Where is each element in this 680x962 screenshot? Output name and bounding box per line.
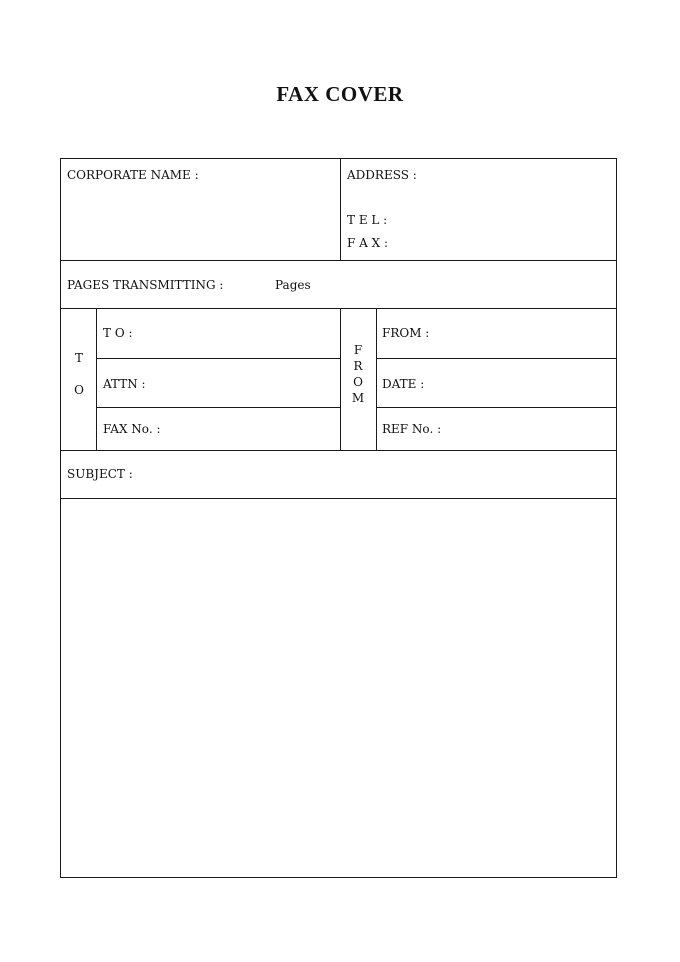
address-label: ADDRESS : xyxy=(347,168,417,182)
date-label: DATE : xyxy=(382,377,425,391)
divider-to-side xyxy=(96,308,97,450)
to-side-letter: O xyxy=(74,383,84,397)
to-side-letter: T xyxy=(74,351,83,365)
divider-row1 xyxy=(61,260,616,261)
divider-corporate-address xyxy=(340,159,341,260)
divider-row3 xyxy=(61,450,616,451)
divider-from-date xyxy=(376,358,616,359)
divider-to-attn xyxy=(96,358,340,359)
ref-no-label: REF No. : xyxy=(382,422,442,436)
attn-label: ATTN : xyxy=(103,377,146,391)
pages-transmitting-label: PAGES TRANSMITTING : xyxy=(67,278,224,292)
from-side-letter: M xyxy=(351,391,365,405)
corporate-name-label: CORPORATE NAME : xyxy=(67,168,199,182)
tel-label: T E L : xyxy=(347,213,388,227)
divider-to-from xyxy=(340,308,341,450)
divider-attn-fax xyxy=(96,407,340,408)
divider-from-side xyxy=(376,308,377,450)
to-label: T O : xyxy=(103,326,133,340)
divider-row2 xyxy=(61,308,616,309)
message-body-area[interactable] xyxy=(61,499,616,877)
fax-cover-form xyxy=(60,158,617,878)
from-side-letter: F xyxy=(353,343,363,357)
page-title: FAX COVER xyxy=(276,82,404,106)
from-label: FROM : xyxy=(382,326,430,340)
from-side-label xyxy=(348,342,368,406)
divider-date-ref xyxy=(376,407,616,408)
pages-unit: Pages xyxy=(275,278,311,292)
fax-label: F A X : xyxy=(347,236,389,250)
to-side-label xyxy=(69,350,89,398)
subject-label: SUBJECT : xyxy=(67,467,133,481)
fax-no-label: FAX No. : xyxy=(103,422,161,436)
from-side-letter: O xyxy=(353,375,363,389)
from-side-letter: R xyxy=(353,359,363,373)
